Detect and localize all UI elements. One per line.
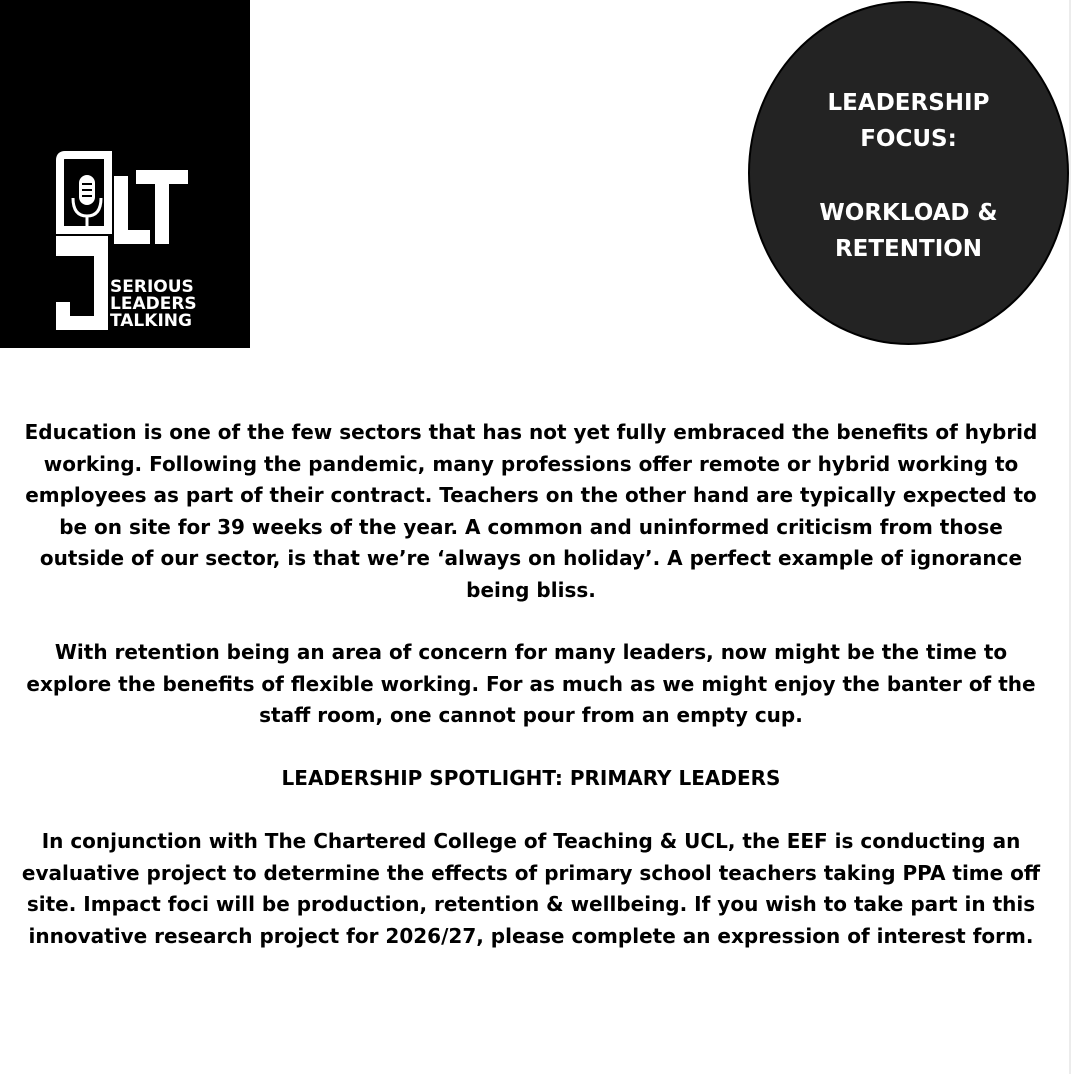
retention-paragraph: With retention being an area of concern for many leaders, now might be the time to explore the benefits of flexible working. For as much as we might enjoy the banter of the staff room, one cannot pour from an empty cup. [26,640,1036,727]
focus-line-2: FOCUS: [860,126,957,152]
spotlight-heading: LEADERSHIP SPOTLIGHT: PRIMARY LEADERS [281,766,781,790]
focus-line-4: RETENTION [834,236,983,262]
focus-line-1: LEADERSHIP [827,90,990,116]
logo-word-talking: TALKING [110,311,192,331]
logo-word-serious: SERIOUS [110,277,194,297]
slt-logo-mark [0,0,250,348]
spotlight-paragraph: In conjunction with The Chartered College of Teaching & UCL, the EEF is conducting an evaluative project to determine the effects of primary school teachers taking PPA time off site. Impact foci will be production, retention & wellbeing. If you wish to take part in this innovative research project for 2026/27, please complete an expression of interest form. [21,829,1041,948]
logo-letter-l [114,176,150,244]
page-edge-divider [1069,0,1071,1074]
focus-line-3: WORKLOAD & [819,200,998,226]
logo-s-bottom-shape [56,236,108,330]
microphone-icon [73,175,101,230]
leadership-focus-badge [748,1,1069,345]
intro-paragraph: Education is one of the few sectors that has not yet fully embraced the benefits of hybrid working. Following the pandemic, many professions offer remote or hybrid working to employees as part of their contract. Teachers on the other hand are typically expected to be on site for 39 weeks of the year. A common and uninformed criticism from those outside of our sector, is that we’re ‘always on holiday’. A perfect example of ignorance being bliss. [24,420,1038,602]
serious-leaders-talking-logo [0,0,250,348]
logo-word-leaders: LEADERS [110,294,197,314]
